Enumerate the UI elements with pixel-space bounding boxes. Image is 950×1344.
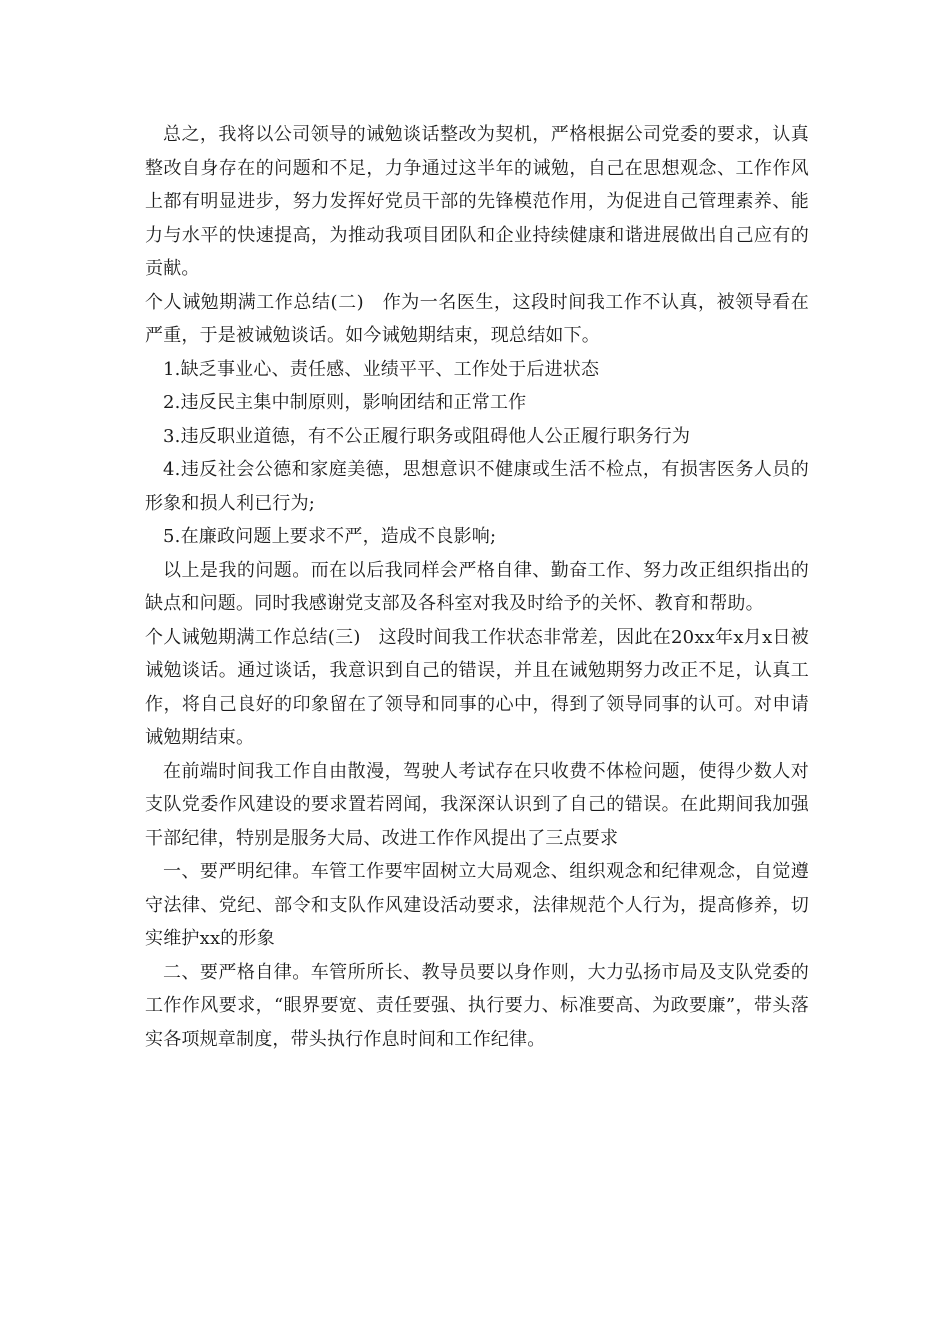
list-item: 2.违反民主集中制原则，影响团结和正常工作 bbox=[163, 392, 527, 413]
paragraph-requirement-2: 二、要严格自律。车管所所长、教导员要以身作则，大力弘扬市局及支队党委的工作作风要求，“眼界要宽、责任要强、执行要力、标准要高、为政要廉”，带头落实各项规章制度，带头执行作息时间和工作纪律。 bbox=[145, 961, 809, 1050]
list-item: 3.违反职业道德，有不公正履行职务或阻碍他人公正履行职务行为 bbox=[163, 425, 691, 447]
section-intro-2: 作为一名医生，这段时间我工作不认真，被领导看在严重，于是被诫勉谈话。如今诫勉期结束，现总结如下。 bbox=[145, 291, 809, 346]
document-body bbox=[145, 118, 809, 1056]
section-title-3: 个人诫勉期满工作总结(三) bbox=[145, 626, 361, 648]
paragraph-conclusion: 总之，我将以公司领导的诫勉谈话整改为契机，严格根据公司党委的要求，认真整改自身存在的问题和不足，力争通过这半年的诫勉，自己在思想观念、工作作风上都有明显进步，努力发挥好党员干部的先锋模范作用，为促进自己管理素养、能力与水平的快速提高，为推动我项目团队和企业持续健康和谐进展做出自己应有的贡献。 bbox=[145, 124, 809, 279]
section-heading-paragraph-2 bbox=[145, 286, 809, 353]
list-item: 4.违反社会公德和家庭美德，思想意识不健康或生活不检点，有损害医务人员的形象和损人利已行为; bbox=[145, 459, 809, 514]
section-title-2: 个人诫勉期满工作总结(二) bbox=[145, 291, 364, 313]
paragraph-reflection: 以上是我的问题。而在以后我同样会严格自律、勤奋工作、努力改正组织指出的缺点和问题。同时我感谢党支部及各科室对我及时给予的关怀、教育和帮助。 bbox=[145, 559, 809, 614]
paragraph-background: 在前端时间我工作自由散漫，驾驶人考试存在只收费不体检问题，使得少数人对支队党委作风建设的要求置若罔闻，我深深认识到了自己的错误。在此期间我加强干部纪律，特别是服务大局、改进工作作风提出了三点要求 bbox=[145, 760, 809, 849]
section-heading-paragraph-3 bbox=[145, 621, 809, 755]
list-item: 1.缺乏事业心、责任感、业绩平平、工作处于后进状态 bbox=[163, 358, 600, 380]
paragraph-requirement-1: 一、要严明纪律。车管工作要牢固树立大局观念、组织观念和纪律观念，自觉遵守法律、党纪、部令和支队作风建设活动要求，法律规范个人行为，提高修养，切实维护xx的形象 bbox=[145, 861, 809, 949]
list-item: 5.在廉政问题上要求不严，造成不良影响; bbox=[163, 526, 497, 547]
section-intro-3: 这段时间我工作状态非常差，因此在20xx年x月x日被诫勉谈话。通过谈话，我意识到自己的错误，并且在诫勉期努力改正不足，认真工作，将自己良好的印象留在了领导和同事的心中，得到了领导同事的认可。对申请诫勉期结束。 bbox=[145, 626, 809, 748]
